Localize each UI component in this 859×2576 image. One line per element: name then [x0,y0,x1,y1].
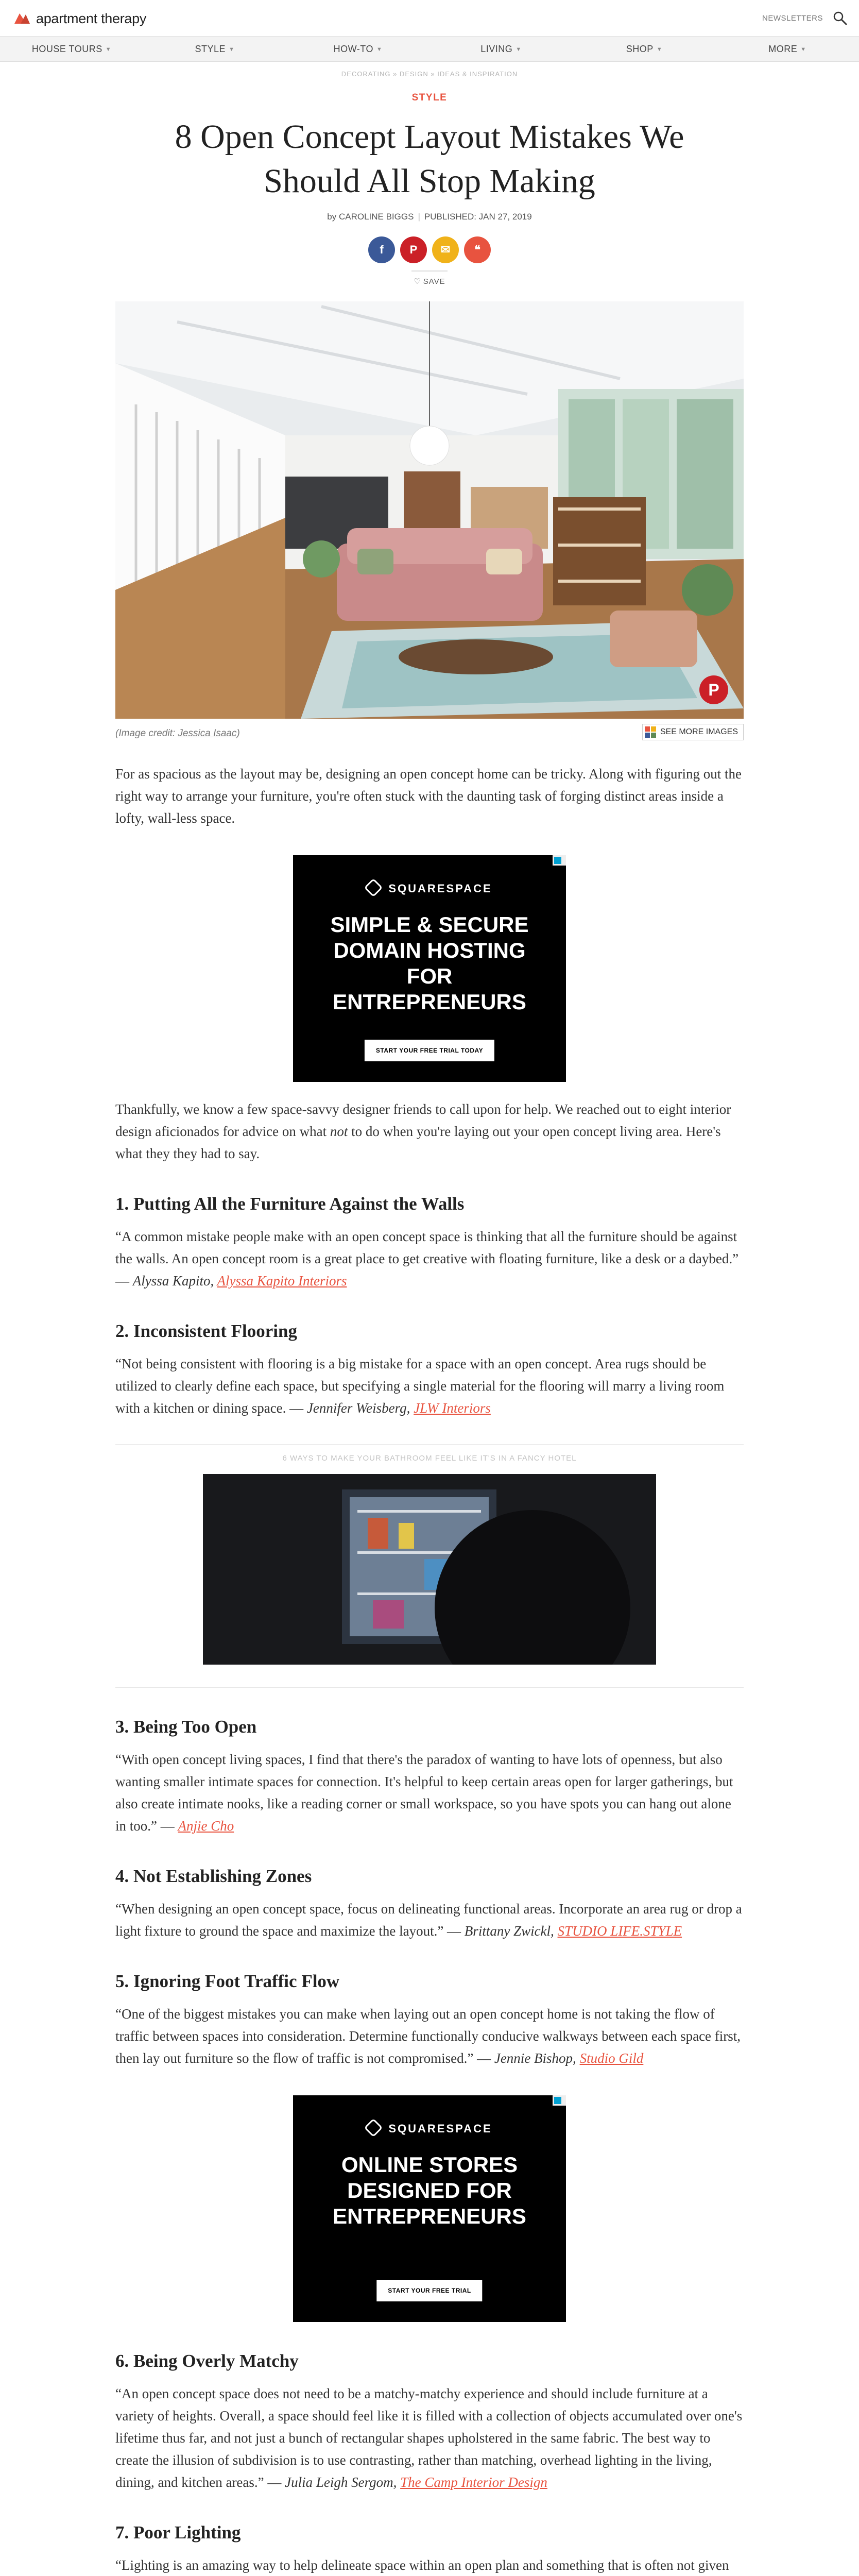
logo-text: apartment therapy [36,10,147,26]
save-button[interactable] [115,277,744,286]
quote-text: “Not being consistent with flooring is a big mistake for a space with an open concept. Area rugs should be utilized to clearly define each space, but specifying a single material for the flooring will marry a living room with a kitchen or dining space. — [115,1356,725,1416]
nav-label: MORE [768,44,798,54]
nav-label: LIVING [480,44,513,54]
designer-link[interactable]: Studio Gild [579,2050,644,2066]
video-title[interactable]: 6 WAYS TO MAKE YOUR BATHROOM FEEL LIKE IT'S IN A FANCY HOTEL [282,1454,577,1463]
byline-separator: | [418,212,420,222]
chevron-down-icon: ▼ [376,46,383,53]
nav-style[interactable] [143,37,286,61]
top-bar [0,0,859,36]
nav-how-to[interactable] [286,37,430,61]
nav-label: HOW-TO [333,44,373,54]
living-room-photo [115,301,744,719]
quote-person: Jennie Bishop, [494,2050,580,2066]
section-quote [115,2003,744,2070]
ad-cta-button[interactable]: START YOUR FREE TRIAL [376,2280,482,2301]
section-heading: 4. Not Establishing Zones [115,1866,312,1886]
image-credit-row [115,721,744,747]
intro-paragraph: For as spacious as the layout may be, designing an open concept home can be tricky. Along with figuring out the right way to arrange your furniture, you're often stuck with the daunting task of forging distinct areas inside a lofty, wall-less space. [115,766,742,826]
main-nav [0,36,859,62]
chevron-down-icon: ▼ [105,46,112,53]
intro-paragraph-2 [115,1098,744,1165]
see-more-images-button[interactable] [642,724,744,740]
search-icon[interactable] [832,10,848,26]
quote-person: Alyssa Kapito, [132,1273,217,1289]
ad-choices-icon[interactable] [553,2095,566,2106]
quote-text: “A common mistake people make with an open concept space is thinking that all the furniture should be against the walls. An open concept room is a great place to get creative with floating furniture, like a desk or a daybed.” — [115,1229,739,1289]
text-run: to do when you're laying out your open concept living area. Here's what they they had to say. [115,1124,721,1161]
section-heading: 2. Inconsistent Flooring [115,1321,297,1341]
chevron-down-icon: ▼ [800,46,806,53]
site-logo[interactable] [11,8,146,29]
facebook-share-button[interactable]: f [368,236,395,263]
ad-brand [293,881,566,895]
logo-icon [11,8,32,29]
photographer-link[interactable]: Jessica Isaac [178,728,237,739]
quote-text: “An open concept space does not need to be a matchy-matchy experience and should include furniture at a variety of heights. Overall, a space should feel like it is filled with a collection of objects accumulated over one's lifetime thus far, and not just a bunch of rectangular shapes upholstered in the same fabric. The best way to create the illusion of subdivision is to use contrasting, rather than matching, overhead lighting in the living, dining, and kitchen areas.” — [115,2386,743,2490]
section-heading: 3. Being Too Open [115,1717,257,1737]
nav-label: STYLE [195,44,226,54]
ad-brand [293,2121,566,2136]
byline [115,212,744,222]
advertisement[interactable] [293,2095,566,2322]
video-frame [203,1474,656,1665]
designer-link[interactable]: Alyssa Kapito Interiors [217,1273,347,1289]
chevron-down-icon: ▼ [516,46,522,53]
quote-text: “One of the biggest mistakes you can make when laying out an open concept home is not taking the flow of traffic between spaces into consideration. Determine functionally conducive walkways between each space first, then lay out furniture so the flow of traffic is not compromised.” — [115,2006,741,2066]
section-heading: 1. Putting All the Furniture Against the Walls [115,1194,465,1214]
nav-label: HOUSE TOURS [31,44,102,54]
author[interactable]: by CAROLINE BIGGS [327,212,414,222]
pinterest-pin-button[interactable]: P [699,675,728,704]
category-label[interactable]: STYLE [411,92,448,103]
quote-person: Brittany Zwickl, [464,1923,558,1939]
section-quote [115,1898,744,1942]
section-quote [115,1749,744,1837]
section-heading: 5. Ignoring Foot Traffic Flow [115,1971,340,1991]
emphasis: not [330,1124,348,1139]
pinterest-share-button[interactable]: P [400,236,427,263]
designer-link[interactable]: The Camp Interior Design [400,2475,547,2490]
section-quote [115,1353,744,1419]
divider [411,270,448,272]
designer-link[interactable]: JLW Interiors [414,1400,491,1416]
ad-brand-label: SQUARESPACE [388,882,492,895]
newsletters-link[interactable]: NEWSLETTERS [762,13,823,23]
ad-choices-icon[interactable] [553,855,566,866]
section-heading: 7. Poor Lighting [115,2522,241,2543]
page-title: 8 Open Concept Layout Mistakes We Should All Stop Making [175,118,684,200]
image-credit [115,728,240,739]
ad-headline: ONLINE STORES DESIGNED FOR ENTREPRENEURS [333,2153,526,2228]
article [115,62,744,2576]
advertisement[interactable] [293,855,566,1082]
designer-link[interactable]: STUDIO LIFE.STYLE [557,1923,682,1939]
squarespace-logo-icon [364,2119,383,2138]
nav-shop[interactable] [573,37,716,61]
save-label: SAVE [423,277,445,286]
ad-brand-label: SQUARESPACE [388,2122,492,2135]
section-quote [115,2554,744,2576]
nav-label: SHOP [626,44,654,54]
hero-image[interactable] [115,301,744,719]
heart-icon: ♡ [414,277,421,286]
nav-living[interactable] [430,37,573,61]
email-share-button[interactable]: ✉ [432,236,459,263]
section-quote [115,1226,744,1292]
see-more-label: SEE MORE IMAGES [660,727,738,736]
video-player[interactable] [203,1474,656,1665]
quote-text: “With open concept living spaces, I find that there's the paradox of wanting to have lots of openness, but also wanting smaller intimate spaces for connection. It's helpful to keep certain areas open for larger gatherings, but also create intimate nooks, like a reading corner or small workspace, so you have spots you can hang out alone in too.” — [115,1752,733,1834]
share-bar-top [115,236,744,263]
quote-person: Julia Leigh Sergom, [285,2475,401,2490]
credit-suffix: ) [236,728,240,739]
breadcrumb[interactable]: DECORATING » DESIGN » IDEAS & INSPIRATION [341,70,518,78]
gallery-grid-icon [645,726,656,738]
chevron-down-icon: ▼ [229,46,235,53]
squarespace-logo-icon [364,878,383,897]
designer-link[interactable]: Anjie Cho [178,1818,234,1834]
section-quote [115,2383,744,2494]
quote-text: “When designing an open concept space, focus on delineating functional areas. Incorporate an area rug or drop a light fixture to ground the space and maximize the layout.” — [115,1901,742,1939]
chevron-down-icon: ▼ [656,46,663,53]
credit-prefix: (Image credit: [115,728,178,739]
video-block [115,1444,744,1688]
quote-text: “Lighting is an amazing way to help delineate space within an open plan and something that is often not given [115,2557,729,2573]
nav-more[interactable] [716,37,859,61]
section-heading: 6. Being Overly Matchy [115,2351,299,2371]
nav-house-tours[interactable] [0,37,143,61]
ad-cta-button[interactable]: START YOUR FREE TRIAL TODAY [365,1040,494,1061]
ad-headline: SIMPLE & SECURE DOMAIN HOSTING FOR ENTREPRENEURS [330,912,529,1014]
comments-button[interactable]: ❝ [464,236,491,263]
quote-person: Jennifer Weisberg, [306,1400,414,1416]
text-run: Thankfully, we know a few space-savvy designer friends to call upon for help. We reached out to eight interior design aficionados for advice on what [115,1101,731,1139]
published-date: PUBLISHED: JAN 27, 2019 [424,212,532,222]
